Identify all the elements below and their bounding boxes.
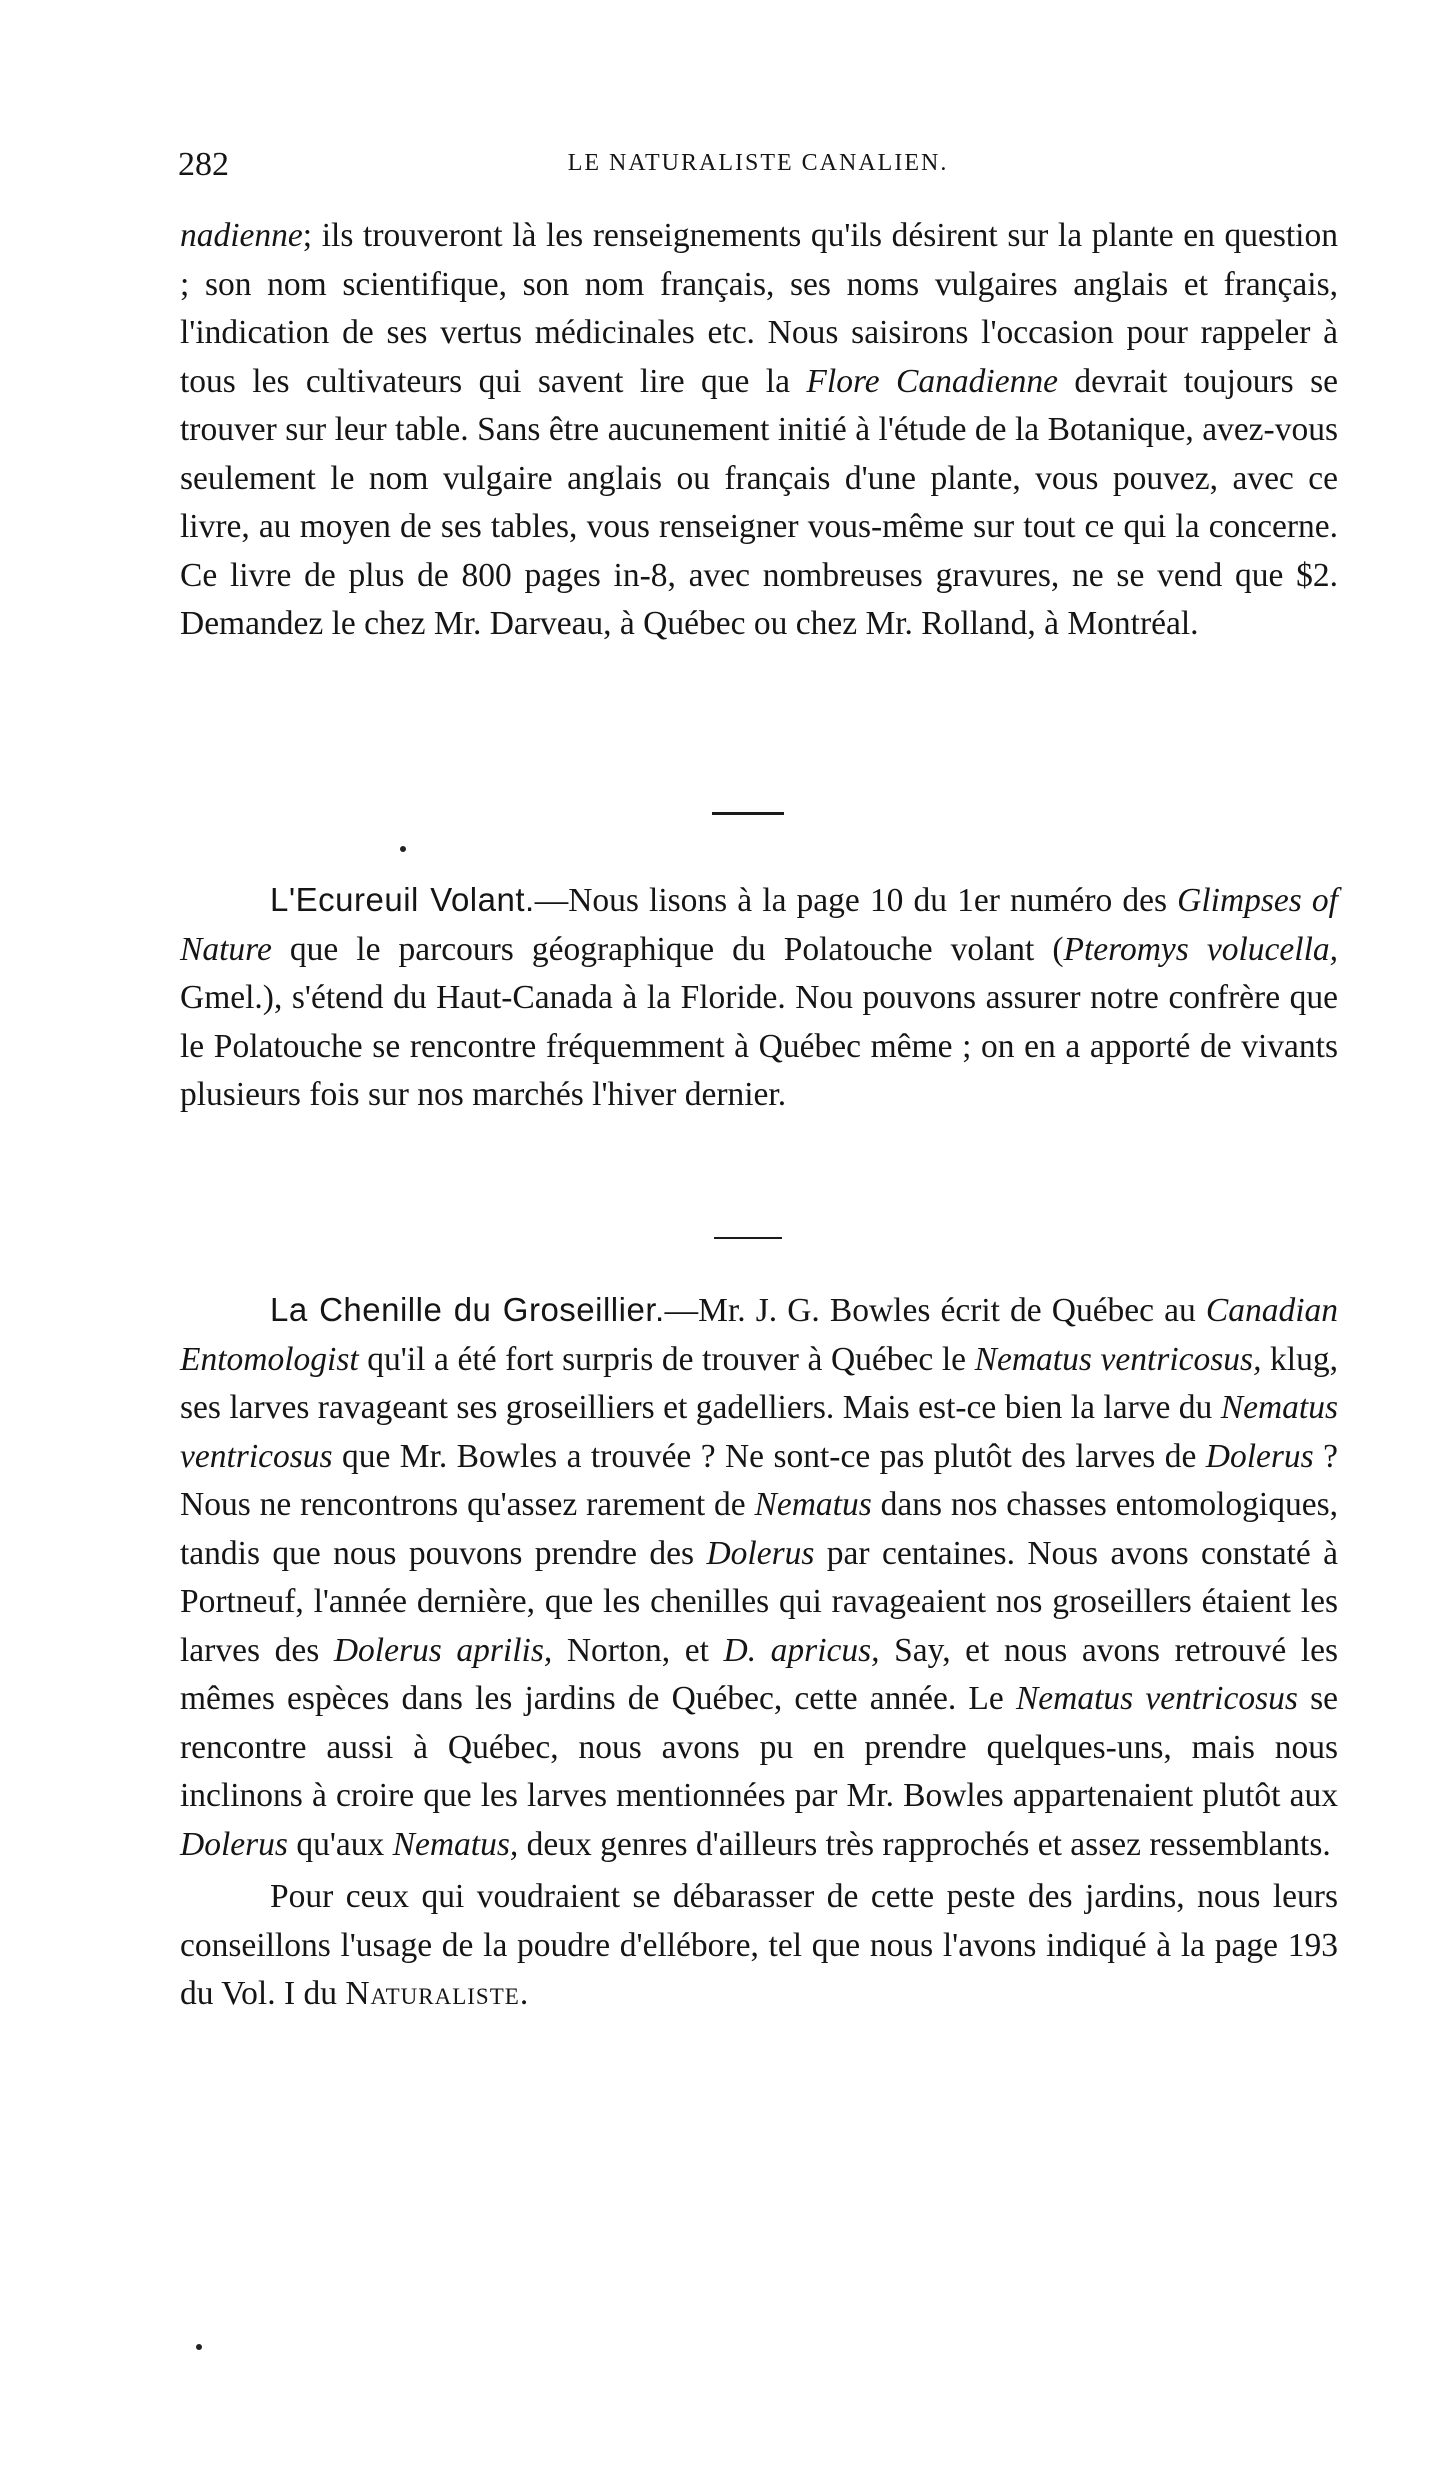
- section-heading: L'Ecureuil Volant.: [270, 881, 535, 918]
- section-ecureuil-volant: L'Ecureuil Volant.—Nous lisons à la page 10 du 1er numéro des Glimpses of Nature que le parcours géographique du Polatouche volant (Pteromys volucella, Gmel.), s'étend du Haut-Canada à la Floride. Nou pouvons assurer notre confrère que le Polatouche se rencontre fréquemment à Québec même ; on en a apporté de vivants plusieurs fois sur nos marchés l'hiver dernier.: [180, 881, 1338, 1113]
- section-divider: [712, 812, 784, 815]
- ink-speck: [400, 846, 406, 852]
- section-heading: La Chenille du Groseillier.: [270, 1291, 665, 1328]
- emphasis: Flore Canadienne: [806, 362, 1058, 400]
- page-number: 282: [178, 146, 229, 183]
- running-title: LE NATURALISTE CANALIEN.: [567, 150, 949, 176]
- paragraph-flore-canadienne: nadienne; ils trouveront là les renseignements qu'ils désirent sur la plante en question ; son nom scientifique, son nom français, ses noms vulgaires anglais et français, l'indication de ses vertus médicinales etc. Nous saisirons l'occasion pour rappeler à tous les cultivateurs qui savent lire que la Flore Canadienne devrait toujours se trouver sur leur table. Sans être aucunement initié à l'étude de la Botanique, avez-vous seulement le nom vulgaire anglais ou français d'une plante, vous pouvez, avec ce livre, au moyen de ses tables, vous renseigner vous-même sur tout ce qui la concerne. Ce livre de plus de 800 pages in-8, avec nombreuses gravures, ne se vend que $2. Demandez le chez Mr. Darveau, à Québec ou chez Mr. Rolland, à Montréal.: [180, 217, 1338, 642]
- section-divider: [714, 1237, 782, 1239]
- emphasis: nadienne: [180, 217, 303, 254]
- ink-speck: [196, 2344, 202, 2350]
- page-header: [178, 146, 1338, 190]
- section-chenille-groseillier: La Chenille du Groseillier.—Mr. J. G. Bowles écrit de Québec au Canadian Entomologist qu'il a été fort surpris de trouver à Québec le Nematus ventricosus, klug, ses larves ravageant ses groseilliers et gadelliers. Mais est-ce bien la larve du Nematus ventricosus que Mr. Bowles a trouvée ? Ne sont-ce pas plutôt des larves de Dolerus ? Nous ne rencontrons qu'assez rarement de Nematus dans nos chasses entomologiques, tandis que nous pouvons prendre des Dolerus par centaines. Nous avons constaté à Portneuf, l'année dernière, que les chenilles qui ravageaient nos groseillers étaient les larves des Dolerus aprilis, Norton, et D. apricus, Say, et nous avons retrouvé les mêmes espèces dans les jardins de Québec, cette année. Le Nematus ventricosus se rencontre aussi à Québec, nous avons pu en prendre quelques-uns, mais nous inclinons à croire que les larves mentionnées par Mr. Bowles appartenaient plutôt aux Dolerus qu'aux Nematus, deux genres d'ailleurs très rapprochés et assez ressemblants. Pour ceux qui voudraient se débarasser de cette peste des jardins, nous leurs conseillons l'usage de la poudre d'ellébore, tel que nous l'avons indiqué à la page 193 du Vol. I du Naturaliste.: [180, 1286, 1338, 2019]
- paragraph-ellebore: Pour ceux qui voudraient se débarasser de cette peste des jardins, nous leurs conseillons l'usage de la poudre d'ellébore, tel que nous l'avons indiqué à la page 193 du Vol. I du Naturaliste.: [180, 1878, 1338, 2012]
- journal-name: Naturaliste.: [345, 1975, 530, 2012]
